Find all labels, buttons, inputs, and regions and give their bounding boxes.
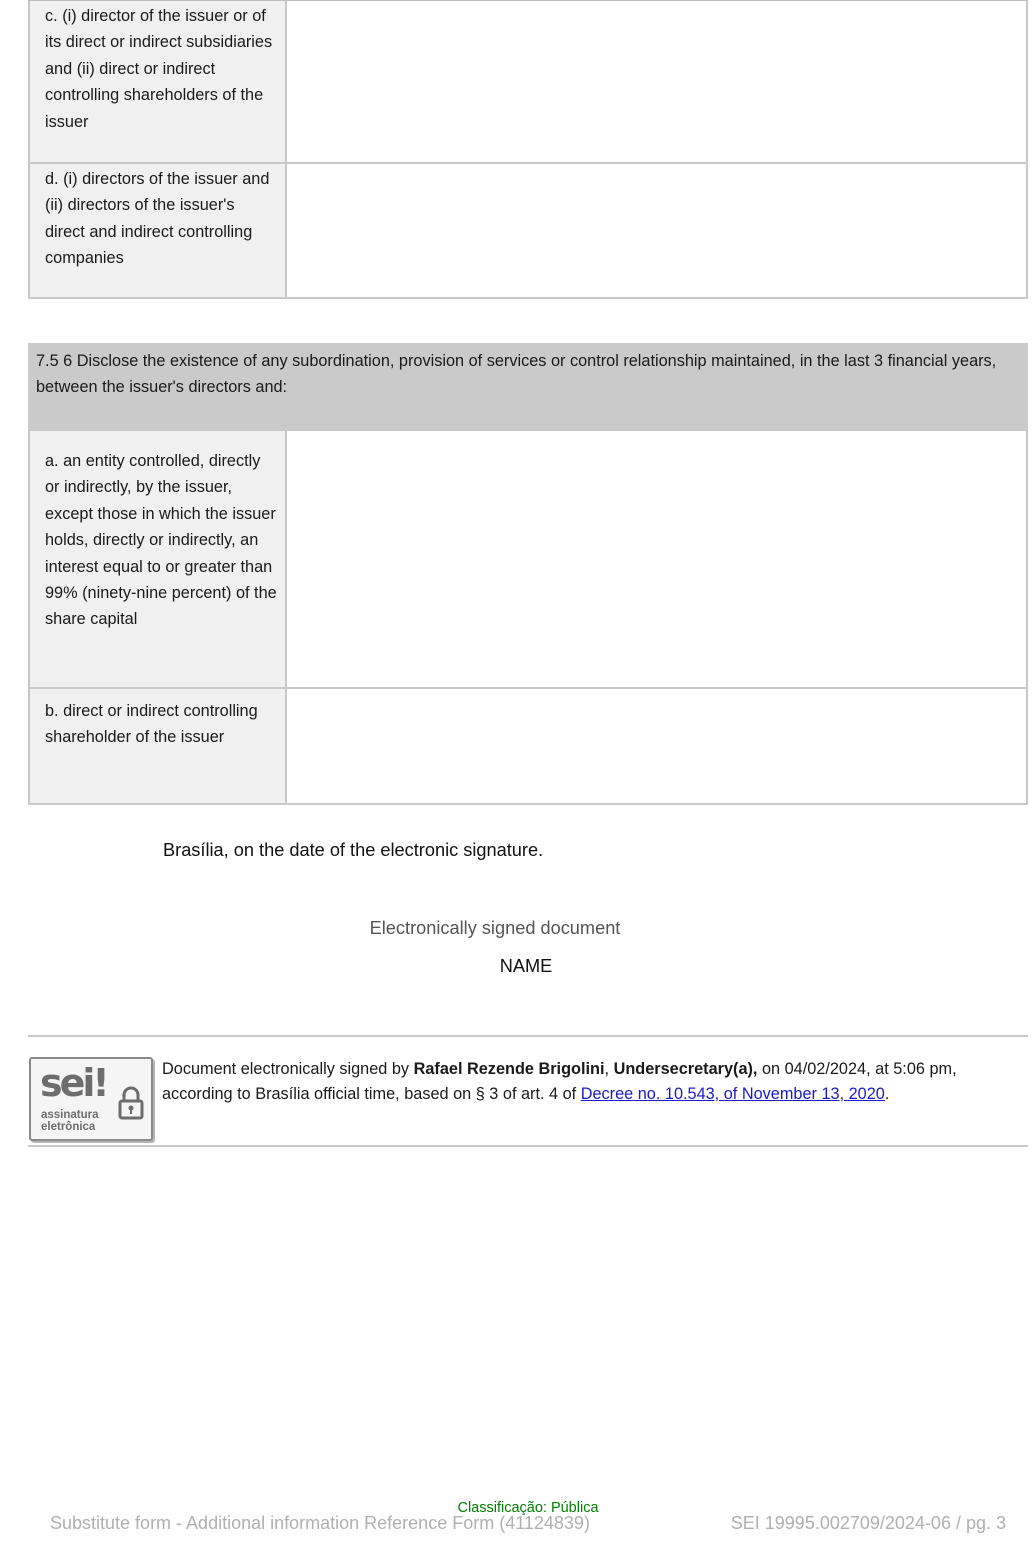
footer-page-reference: SEI 19995.002709/2024-06 / pg. 3 — [730, 1513, 1006, 1533]
sig-sep: , — [604, 1060, 614, 1078]
table-row — [28, 1, 1028, 164]
sig-text-2: on 04/02/2024, at 5:06 pm, according to Brasília official time, based on § 3 of art. 4 of — [162, 1060, 957, 1104]
sei-logo-sub-2: eletrônica — [41, 1121, 96, 1133]
signer-name-placeholder: NAME — [499, 956, 553, 976]
sig-text-1: Document electronically signed by — [162, 1060, 414, 1078]
place-date: Brasília, on the date of the electronic signature. — [163, 840, 544, 860]
row-value-d[interactable] — [287, 164, 1028, 297]
table-row — [28, 430, 1028, 689]
table-row — [28, 689, 1028, 805]
disclosure-table-top — [28, 0, 1028, 299]
row-value-b[interactable] — [287, 689, 1028, 803]
table-row — [28, 164, 1028, 299]
signed-document-label: Electronically signed document — [369, 918, 621, 938]
lock-icon — [117, 1085, 145, 1121]
signer-role: Undersecretary(a), — [613, 1060, 758, 1078]
row-label-d: d. (i) directors of the issuer and (ii) directors of the issuer's direct and indirect controlling companies — [28, 164, 287, 297]
classification-label: Classificação: Pública — [457, 1500, 599, 1516]
row-value-c[interactable] — [287, 1, 1028, 162]
disclosure-table-7-5 — [28, 430, 1028, 805]
signer-name: Rafael Rezende Brigolini — [413, 1060, 605, 1078]
electronic-signature-block — [28, 1035, 1028, 1147]
row-label-a: a. an entity controlled, directly or indirectly, by the issuer, except those in which the issuer holds, directly or indirectly, an interest equal to or greater than 99% (ninety-nine percent) of the share capital — [28, 431, 287, 687]
sei-logo-subtitle — [41, 1109, 99, 1133]
decree-link[interactable]: Decree no. 10.543, of November 13, 2020 — [580, 1085, 885, 1104]
sig-text-3: . — [884, 1085, 890, 1104]
section-7-5-heading: 7.5 6 Disclose the existence of any subordination, provision of services or control relationship maintained, in the last 3 financial years, between the issuer's directors and: — [28, 343, 1028, 430]
sei-logo-sub-1: assinatura — [41, 1109, 99, 1121]
row-value-a[interactable] — [287, 431, 1028, 687]
footer-form-reference: Substitute form - Additional information Reference Form (41124839) — [50, 1513, 590, 1533]
sei-logo-word: sei! — [40, 1061, 107, 1105]
row-label-c: c. (i) director of the issuer or of its direct or indirect subsidiaries and (ii) direct or indirect controlling shareholders of the issuer — [28, 1, 287, 162]
row-label-b: b. direct or indirect controlling shareholder of the issuer — [28, 689, 287, 803]
signature-statement — [162, 1057, 992, 1107]
sei-signature-logo — [29, 1057, 153, 1141]
